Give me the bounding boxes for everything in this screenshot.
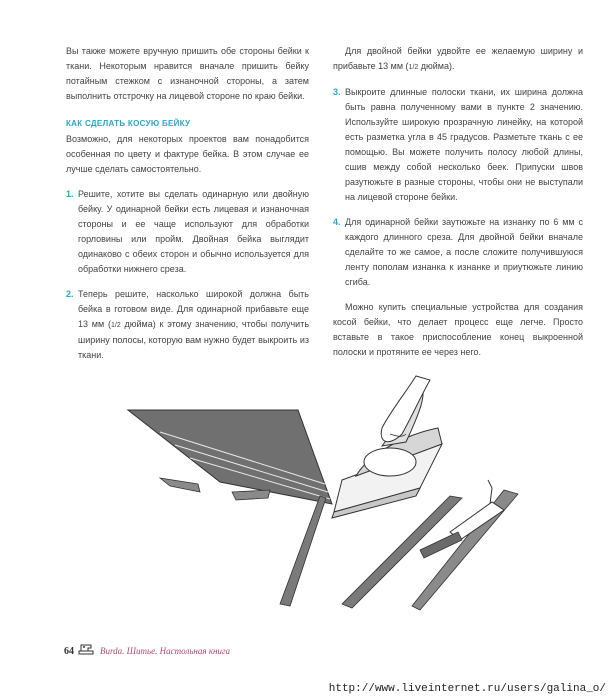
section-intro: Возможно, для некоторых проектов вам понадобится особенная по цвету и фактуре бейка. В этом случае ее лучше сделать самостоятельно.: [66, 134, 309, 174]
step-2: [66, 287, 309, 363]
left-column: [66, 44, 309, 373]
fraction: 1/2: [408, 64, 419, 71]
source-watermark: http://www.liveinternet.ru/users/galina_o/: [328, 683, 606, 695]
page-footer: [64, 640, 230, 662]
cut-strip: [160, 478, 200, 492]
bias-tape-illustration: [120, 372, 560, 632]
step-text: Теперь решите, насколько широкой должна быть бейка в готовом виде. Для одинарной прибавьте еще 13 мм (1/2 дюйма) к этому значению, чтобы получить ширину полосы, которую вам нужно будет выкроить из ткани.: [78, 289, 310, 360]
closing-paragraph: Можно купить специальные устройства для создания косой бейки, что делает процесс еще легче. Просто вставьте в такое приспособление конец выкроенной полоски и протяните ее через него.: [333, 302, 583, 357]
intro-paragraph: Вы также можете вручную пришить обе стороны бейки к ткани. Некоторым нравится вначале пришить бейку потайным стежком с изнаночной стороны, а затем выполнить отстрочку на лицевой стороне по краю бейки.: [66, 46, 309, 101]
sewing-machine-icon: [78, 642, 94, 660]
step-text: Выкроите длинные полоски ткани, их ширина должна быть равна полученному вами в пункте 2 значению. Используйте широкую прозрачную линейку, на которой есть разметка угла в 45 градусов. Разметьте ткань с ее помощью. Вы можете получить полосу любой длины, сшив между собой несколько беек. Припуски швов разутюжьте в разные стороны, чтобы они не выступали на лицевой стороне бейки.: [345, 87, 583, 202]
step-text: Решите, хотите вы сделать одинарную или двойную бейку. У одинарной бейки есть лицевая и изнаночная стороны и ее чаще используют для обработки горловины или пройм. Двойная бейка выглядит одинаково с обеих сторон и обычно используется для обработки нижнего среза.: [78, 189, 309, 274]
step-1: [66, 187, 309, 277]
continuation-paragraph: Для двойной бейки удвойте ее желаемую ширину и прибавьте 13 мм (1/2 дюйма).: [333, 46, 583, 71]
section-heading: КАК СДЕЛАТЬ КОСУЮ БЕЙКУ: [66, 119, 191, 128]
bias-strip: [280, 496, 326, 606]
book-title: Burda. Шитье. Настольная книга: [100, 646, 231, 656]
cut-strip: [232, 490, 270, 500]
step-number: 2.: [66, 289, 74, 299]
bias-strip: [342, 496, 462, 608]
step-3: [333, 85, 583, 205]
iron: [332, 382, 442, 518]
right-column: [333, 44, 583, 370]
fabric-piece: [128, 410, 332, 504]
step-4: [333, 215, 583, 290]
step-text: Для одинарной бейки заутюжьте на изнанку по 6 мм с каждого длинного среза. Для двойной бейки вначале сделайте то же самое, а после сложите получившуюся ленту пополам изнанка к изнанке и приутюжьте линию сгиба.: [345, 217, 583, 287]
step-number: 1.: [66, 189, 74, 199]
fraction: 1/2: [110, 322, 121, 329]
step-number: 3.: [333, 87, 341, 97]
page-number: 64: [64, 645, 74, 657]
step-number: 4.: [333, 217, 341, 227]
